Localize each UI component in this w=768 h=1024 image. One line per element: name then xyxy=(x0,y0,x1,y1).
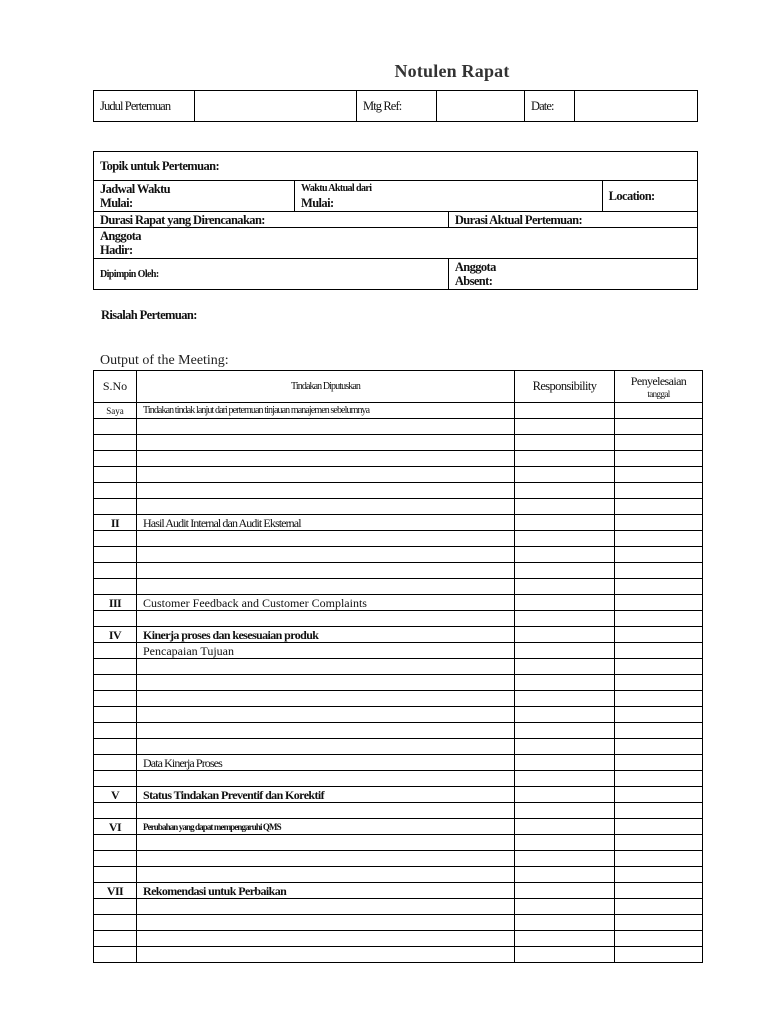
row-completion-date[interactable] xyxy=(615,531,703,547)
output-table-body xyxy=(94,403,703,963)
table-row xyxy=(94,531,703,547)
row-action-text[interactable]: Tindakan tindak lanjut dari pertemuan tinjauan manajemen sebelumnya xyxy=(137,403,515,419)
row-sno[interactable] xyxy=(94,499,137,515)
row-sno[interactable] xyxy=(94,547,137,563)
row-responsibility[interactable] xyxy=(515,899,615,915)
row-completion-date[interactable] xyxy=(615,627,703,643)
judul-field[interactable] xyxy=(195,91,357,122)
row-action-text[interactable]: Customer Feedback and Customer Complaints xyxy=(137,595,515,611)
table-row xyxy=(94,947,703,963)
jadwal-cell[interactable] xyxy=(94,181,295,212)
row-action-text[interactable] xyxy=(137,771,515,787)
row-responsibility[interactable] xyxy=(515,451,615,467)
row-sno[interactable] xyxy=(94,579,137,595)
row-completion-date[interactable] xyxy=(615,883,703,899)
table-row xyxy=(94,867,703,883)
row-completion-date[interactable] xyxy=(615,499,703,515)
row-completion-date[interactable] xyxy=(615,451,703,467)
row-responsibility[interactable] xyxy=(515,931,615,947)
durasi-rencana-label[interactable]: Durasi Rapat yang Direncanakan: xyxy=(94,212,449,228)
row-sno[interactable] xyxy=(94,707,137,723)
header-penyelesaian-line1: Penyelesaian xyxy=(630,374,687,388)
row-sno[interactable] xyxy=(94,771,137,787)
row-sno[interactable]: IV xyxy=(94,627,137,643)
header-responsibility: Responsibility xyxy=(515,371,615,403)
row-completion-date[interactable] xyxy=(615,819,703,835)
row-completion-date[interactable] xyxy=(615,419,703,435)
row-action-text[interactable] xyxy=(137,483,515,499)
row-responsibility[interactable] xyxy=(515,947,615,963)
row-action-text[interactable]: Kinerja proses dan kesesuaian produk xyxy=(137,627,515,643)
row-responsibility[interactable] xyxy=(515,723,615,739)
row-sno[interactable]: III xyxy=(94,595,137,611)
row-action-text[interactable] xyxy=(137,451,515,467)
row-sno[interactable] xyxy=(94,675,137,691)
row-sno[interactable] xyxy=(94,931,137,947)
header-sno: S.No xyxy=(94,371,137,403)
row-action-text[interactable] xyxy=(137,435,515,451)
row-sno[interactable] xyxy=(94,691,137,707)
row-completion-date[interactable] xyxy=(615,771,703,787)
row-action-text[interactable] xyxy=(137,803,515,819)
row-action-text[interactable]: Perubahan yang dapat mempengaruhi QMS xyxy=(137,819,515,835)
row-responsibility[interactable] xyxy=(515,643,615,659)
mtg-ref-label: Mtg Ref: xyxy=(357,91,437,122)
row-action-text[interactable] xyxy=(137,723,515,739)
durasi-aktual-label[interactable]: Durasi Aktual Pertemuan: xyxy=(448,212,697,228)
row-action-text[interactable] xyxy=(137,867,515,883)
dipimpin-cell[interactable] xyxy=(94,259,449,290)
row-completion-date[interactable] xyxy=(615,739,703,755)
row-action-text[interactable] xyxy=(137,915,515,931)
row-completion-date[interactable] xyxy=(615,515,703,531)
row-responsibility[interactable] xyxy=(515,755,615,771)
row-responsibility[interactable] xyxy=(515,883,615,899)
row-responsibility[interactable] xyxy=(515,499,615,515)
waktu-aktual-line1: Waktu Aktual dari xyxy=(301,183,372,194)
row-completion-date[interactable] xyxy=(615,403,703,419)
row-action-text[interactable]: Data Kinerja Proses xyxy=(137,755,515,771)
anggota-absent-cell[interactable] xyxy=(448,259,697,290)
anggota-absent-line1: Anggota xyxy=(454,260,496,274)
table-row xyxy=(94,819,703,835)
table-row xyxy=(94,563,703,579)
row-action-text[interactable]: Rekomendasi untuk Perbaikan xyxy=(137,883,515,899)
row-sno[interactable] xyxy=(94,851,137,867)
row-responsibility[interactable] xyxy=(515,547,615,563)
row-sno[interactable] xyxy=(94,723,137,739)
row-sno[interactable] xyxy=(94,435,137,451)
table-row xyxy=(94,851,703,867)
risalah-label: Risalah Pertemuan: xyxy=(101,308,197,322)
row-completion-date[interactable] xyxy=(615,723,703,739)
waktu-aktual-cell[interactable] xyxy=(295,181,603,212)
row-completion-date[interactable] xyxy=(615,659,703,675)
row-action-text[interactable] xyxy=(137,947,515,963)
output-label: Output of the Meeting: xyxy=(100,353,229,368)
table-row xyxy=(94,627,703,643)
table-row xyxy=(94,723,703,739)
row-responsibility[interactable] xyxy=(515,467,615,483)
row-responsibility[interactable] xyxy=(515,675,615,691)
row-sno[interactable] xyxy=(94,611,137,627)
header-tindakan: Tindakan Diputuskan xyxy=(137,371,515,403)
row-action-text[interactable]: Pencapaian Tujuan xyxy=(137,643,515,659)
table-row xyxy=(94,611,703,627)
row-completion-date[interactable] xyxy=(615,467,703,483)
row-completion-date[interactable] xyxy=(615,835,703,851)
row-responsibility[interactable] xyxy=(515,435,615,451)
header-table xyxy=(93,90,698,122)
row-action-text[interactable] xyxy=(137,547,515,563)
table-row xyxy=(94,691,703,707)
row-sno[interactable] xyxy=(94,659,137,675)
row-completion-date[interactable] xyxy=(615,435,703,451)
row-completion-date[interactable] xyxy=(615,595,703,611)
row-completion-date[interactable] xyxy=(615,851,703,867)
row-completion-date[interactable] xyxy=(615,947,703,963)
table-row xyxy=(94,403,703,419)
row-action-text[interactable] xyxy=(137,931,515,947)
row-sno[interactable] xyxy=(94,803,137,819)
table-row xyxy=(94,739,703,755)
row-completion-date[interactable] xyxy=(615,675,703,691)
anggota-hadir-cell[interactable] xyxy=(94,228,698,259)
table-row xyxy=(94,579,703,595)
row-action-text[interactable] xyxy=(137,675,515,691)
anggota-hadir-line1: Anggota xyxy=(100,229,141,243)
row-action-text[interactable] xyxy=(137,531,515,547)
table-row xyxy=(94,419,703,435)
table-row xyxy=(94,931,703,947)
table-row xyxy=(94,499,703,515)
jadwal-line1: Jadwal Waktu xyxy=(100,182,171,196)
row-sno[interactable]: V xyxy=(94,787,137,803)
row-completion-date[interactable] xyxy=(615,915,703,931)
table-row xyxy=(94,547,703,563)
row-action-text[interactable]: Status Tindakan Preventif dan Korektif xyxy=(137,787,515,803)
table-row xyxy=(94,451,703,467)
row-responsibility[interactable] xyxy=(515,787,615,803)
row-sno[interactable] xyxy=(94,899,137,915)
row-action-text[interactable] xyxy=(137,835,515,851)
table-row xyxy=(94,755,703,771)
row-sno[interactable] xyxy=(94,915,137,931)
page-title: Notulen Rapat xyxy=(394,61,510,81)
row-completion-date[interactable] xyxy=(615,803,703,819)
row-responsibility[interactable] xyxy=(515,691,615,707)
anggota-absent-line2: Absent: xyxy=(454,274,493,288)
row-completion-date[interactable] xyxy=(615,563,703,579)
row-responsibility[interactable] xyxy=(515,803,615,819)
row-completion-date[interactable] xyxy=(615,707,703,723)
dipimpin-label: Dipimpin Oleh: xyxy=(100,269,159,280)
row-sno[interactable]: Saya xyxy=(94,403,137,419)
row-sno[interactable] xyxy=(94,419,137,435)
anggota-hadir-line2: Hadir: xyxy=(100,243,133,257)
date-label: Date: xyxy=(525,91,575,122)
table-row xyxy=(94,595,703,611)
row-responsibility[interactable] xyxy=(515,659,615,675)
table-row xyxy=(94,707,703,723)
row-sno[interactable] xyxy=(94,563,137,579)
row-sno[interactable] xyxy=(94,739,137,755)
row-completion-date[interactable] xyxy=(615,579,703,595)
table-row xyxy=(94,899,703,915)
row-completion-date[interactable] xyxy=(615,787,703,803)
table-row xyxy=(94,803,703,819)
row-responsibility[interactable] xyxy=(515,627,615,643)
row-action-text[interactable] xyxy=(137,611,515,627)
table-row xyxy=(94,675,703,691)
row-sno[interactable] xyxy=(94,467,137,483)
row-sno[interactable]: VI xyxy=(94,819,137,835)
row-completion-date[interactable] xyxy=(615,483,703,499)
row-responsibility[interactable] xyxy=(515,531,615,547)
row-completion-date[interactable] xyxy=(615,611,703,627)
table-row xyxy=(94,835,703,851)
table-row xyxy=(94,787,703,803)
row-sno[interactable] xyxy=(94,531,137,547)
row-responsibility[interactable] xyxy=(515,771,615,787)
row-sno[interactable] xyxy=(94,451,137,467)
mtg-ref-field[interactable] xyxy=(437,91,525,122)
output-table xyxy=(93,370,703,963)
location-cell[interactable] xyxy=(602,181,697,212)
waktu-aktual-line2: Mulai: xyxy=(301,196,334,210)
row-sno[interactable] xyxy=(94,835,137,851)
row-action-text[interactable] xyxy=(137,467,515,483)
table-row xyxy=(94,467,703,483)
row-responsibility[interactable] xyxy=(515,707,615,723)
table-row xyxy=(94,915,703,931)
row-responsibility[interactable] xyxy=(515,563,615,579)
row-responsibility[interactable] xyxy=(515,819,615,835)
row-action-text[interactable] xyxy=(137,707,515,723)
row-sno[interactable] xyxy=(94,643,137,659)
row-action-text[interactable] xyxy=(137,899,515,915)
location-label: Location: xyxy=(608,189,655,203)
row-responsibility[interactable] xyxy=(515,483,615,499)
row-responsibility[interactable] xyxy=(515,419,615,435)
row-sno[interactable]: VII xyxy=(94,883,137,899)
header-penyelesaian-line2: tanggal xyxy=(647,389,670,399)
row-sno[interactable]: II xyxy=(94,515,137,531)
table-row xyxy=(94,643,703,659)
row-action-text[interactable] xyxy=(137,739,515,755)
meeting-info-table xyxy=(93,151,698,290)
row-completion-date[interactable] xyxy=(615,867,703,883)
header-penyelesaian xyxy=(615,371,703,403)
row-responsibility[interactable] xyxy=(515,915,615,931)
row-sno[interactable] xyxy=(94,867,137,883)
row-sno[interactable] xyxy=(94,755,137,771)
topik-label: Topik untuk Pertemuan: xyxy=(94,152,698,181)
row-responsibility[interactable] xyxy=(515,739,615,755)
date-field[interactable] xyxy=(575,91,698,122)
row-completion-date[interactable] xyxy=(615,691,703,707)
row-responsibility[interactable] xyxy=(515,515,615,531)
row-completion-date[interactable] xyxy=(615,899,703,915)
row-responsibility[interactable] xyxy=(515,579,615,595)
row-action-text[interactable] xyxy=(137,691,515,707)
row-action-text[interactable] xyxy=(137,563,515,579)
row-sno[interactable] xyxy=(94,947,137,963)
table-row xyxy=(94,659,703,675)
row-action-text[interactable] xyxy=(137,659,515,675)
table-row xyxy=(94,883,703,899)
row-completion-date[interactable] xyxy=(615,931,703,947)
row-action-text[interactable] xyxy=(137,419,515,435)
row-action-text[interactable] xyxy=(137,851,515,867)
row-responsibility[interactable] xyxy=(515,851,615,867)
table-row xyxy=(94,515,703,531)
row-completion-date[interactable] xyxy=(615,547,703,563)
row-responsibility[interactable] xyxy=(515,403,615,419)
table-row xyxy=(94,771,703,787)
row-completion-date[interactable] xyxy=(615,643,703,659)
row-responsibility[interactable] xyxy=(515,595,615,611)
table-row xyxy=(94,483,703,499)
row-responsibility[interactable] xyxy=(515,867,615,883)
judul-label: Judul Pertemuan xyxy=(94,91,195,122)
jadwal-line2: Mulai: xyxy=(100,196,133,210)
row-action-text[interactable] xyxy=(137,499,515,515)
row-action-text[interactable]: Hasil Audit Internal dan Audit Eksternal xyxy=(137,515,515,531)
row-action-text[interactable] xyxy=(137,579,515,595)
row-responsibility[interactable] xyxy=(515,835,615,851)
row-responsibility[interactable] xyxy=(515,611,615,627)
row-sno[interactable] xyxy=(94,483,137,499)
row-completion-date[interactable] xyxy=(615,755,703,771)
table-row xyxy=(94,435,703,451)
